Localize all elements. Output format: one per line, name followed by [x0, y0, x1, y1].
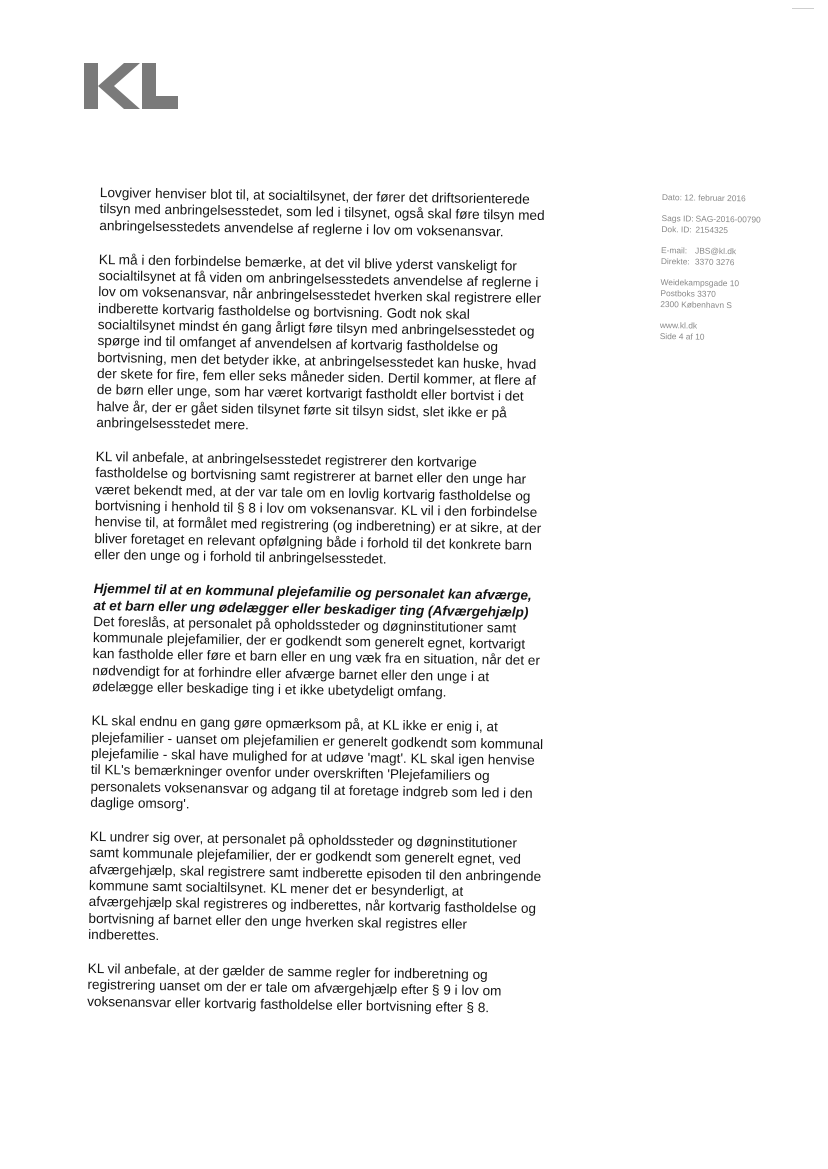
sags-id-value: SAG-2016-00790 [695, 213, 761, 225]
scan-mark [792, 8, 814, 9]
paragraph: KL må i den forbindelse bemærke, at det vil blive yderst vanskeligt for socialtilsynet at få viden om anbringelsesstedets anvendelse af reglerne i lov om voksenansvar, når anbringelsesstedet hverken skal registrere eller indberette kortvarig fastholdelse og bortvisning. Godt nok skal socialtilsynet mindst én gang årligt føre tilsyn med anbringelsesstedet og spørge ind til omfanget af anvendelsen af kortvarig fastholdelse og bortvisning, men det betyder ikke, at anbringelsesstedet kan huske, hvad der skete for fire, fem eller seks måneder siden. Dertil kommer, at flere af de børn eller unge, som har været kortvarigt fastholdt eller bortvist i det halve år, der er gået siden tilsynet førte sit tilsyn sidst, slet ikke er på anbringelsesstedet mere. [96, 251, 542, 433]
document-metadata [659, 192, 811, 354]
paragraph: Lovgiver henviser blot til, at socialtilsynet, der fører det driftsorienterede tilsyn med anbringelsesstedet, som led i tilsynet, også skal føre tilsyn med anbringelsesstedets anvendelse af reglerne i lov om voksenansvar. [99, 185, 545, 239]
dok-id-label: Dok. ID: [661, 223, 692, 235]
address-line: Postboks 3370 [660, 287, 716, 299]
email-label: E-mail: [661, 244, 688, 256]
date: Dato: 12. februar 2016 [661, 192, 746, 204]
direct-phone-label: Direkte: [660, 255, 690, 267]
address-line: 2300 København S [660, 298, 733, 311]
kl-logo-mark [82, 57, 182, 117]
address-line: Weidekampsgade 10 [660, 276, 740, 289]
paragraph: KL vil anbefale, at der gælder de samme regler for indberetning og registrering uanset om der er tale om afværgehjælp efter § 9 i lov om voksenansvar eller kortvarig fastholdelse eller bortvisning efter § 8. [87, 961, 502, 1015]
sags-id-label: Sags ID: [661, 212, 694, 224]
letter-body [87, 185, 552, 1035]
dok-id-value: 2154325 [695, 224, 729, 236]
section-heading: Hjemmel til at en kommunal plejefamilie og personalet kan afværge, at et barn eller ung ødelægger eller beskadiger ting (Afværgehjælp) [93, 581, 532, 620]
page-number: Side 4 af 10 [659, 330, 705, 342]
paragraph: KL undrer sig over, at personalet på opholdssteder og døgninstitutioner samt kommunale plejefamilier, der er godkendt som generelt egnet, ved afværgehjælp, skal registrere samt indberette episoden til den anbringende kommune samt socialtilsynet. KL mener det er besynderligt, at afværgehjælp skal registreres og indberettes, når kortvarig fastholdelse og bortvisning af barnet eller den unge hverken skal registres eller indberettes. [88, 829, 542, 943]
website: www.kl.dk [659, 319, 698, 331]
paragraph: KL skal endnu en gang gøre opmærksom på, at KL ikke er enig i, at plejefamilier - uanset om plejefamilien er generelt godkendt som kommunal plejefamilie - skal have mulighed for at udøve 'magt'. KL skal igen henvise til KL's bemærkninger ovenfor under overskriften 'Plejefamiliers og personalets voksenansvar og adgang til at foretage indgreb som led i den daglige omsorg'. [90, 713, 544, 812]
paragraph: KL vil anbefale, at anbringelsesstedet registrerer den kortvarige fastholdelse og bortvisning samt registrerer at barnet eller den unge har været bekendt med, at der var tale om en lovlig kortvarig fastholdelse og bortvisning i henhold til § 8 i lov om voksenansvar. KL vil i den forbindelse henvise til, at formålet med registrering (og indberetning) er at sikre, at der bliver foretaget en relevant opfølgning både i forhold til det konkrete barn eller den unge og i forhold til anbringelsesstedet. [94, 449, 542, 567]
email-value: JBS@kl.dk [695, 245, 737, 257]
paragraph: Det foreslås, at personalet på opholdssteder og døgninstitutioner samt kommunale plejefamilier, der er godkendt som generelt egnet, kortvarigt kan fastholde eller føre et barn eller en ung væk fra en situation, når det er nødvendigt for at forhindre eller afværge barnet eller den unge i at ødelægge eller beskadige ting i et ikke ubetydeligt omfang. [92, 613, 541, 700]
kl-logo [82, 57, 182, 117]
direct-phone-value: 3370 3276 [694, 256, 735, 268]
